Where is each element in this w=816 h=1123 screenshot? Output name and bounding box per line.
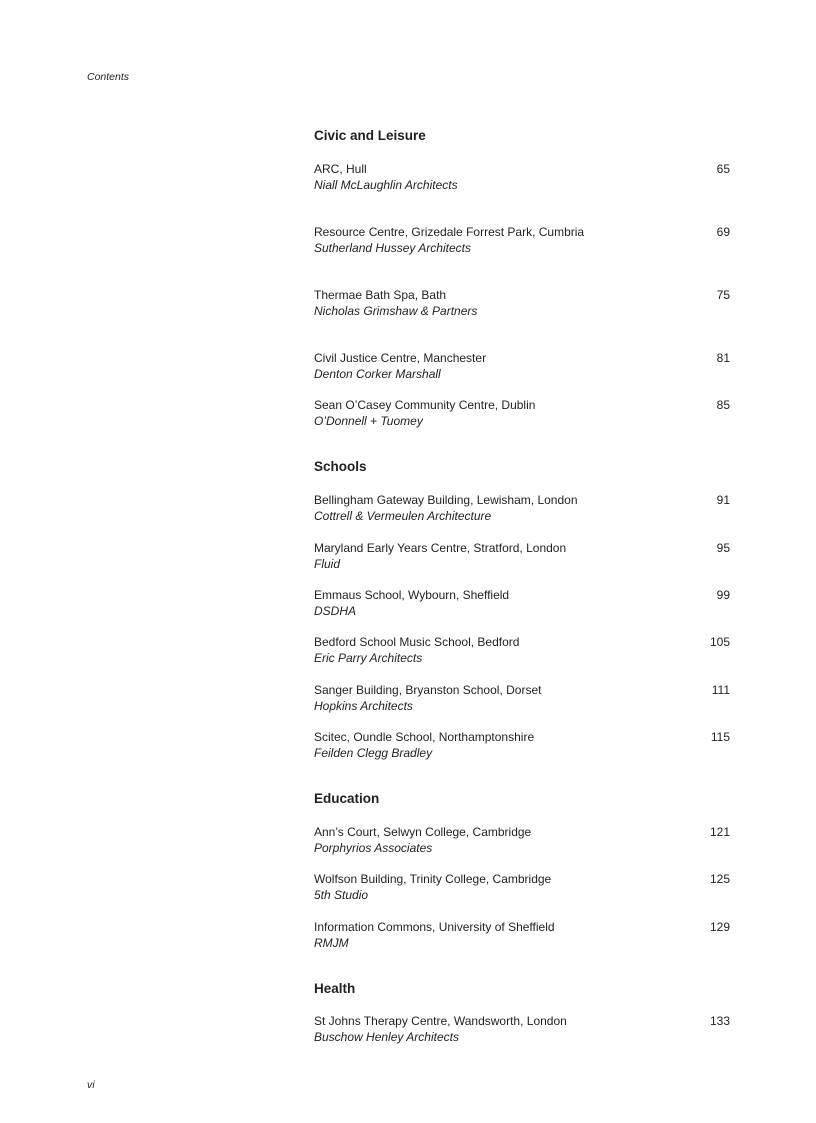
entry-page-number: 75 [716,288,730,302]
entry-architect: Nicholas Grimshaw & Partners [314,304,478,318]
toc-entry[interactable] [314,287,730,321]
entry-page-number: 91 [716,493,730,507]
toc-entry[interactable] [314,224,730,258]
entry-architect: Porphyrios Associates [314,841,433,855]
entry-title: Scitec, Oundle School, Northamptonshire [314,730,535,744]
entry-title: Maryland Early Years Centre, Stratford, London [314,541,567,555]
page-folio: vi [87,1079,95,1091]
entry-title: Emmaus School, Wybourn, Sheffield [314,588,510,602]
entry-architect: Eric Parry Architects [314,651,423,665]
entry-page-number: 99 [716,588,730,602]
toc-entry[interactable] [314,540,730,574]
entry-architect: Fluid [314,557,341,571]
toc-entry[interactable] [314,871,730,905]
toc-entry[interactable] [314,587,730,621]
entry-title: Information Commons, University of Sheffield [314,920,555,934]
entry-page-number: 85 [716,398,730,412]
entry-page-number: 121 [709,825,730,839]
entry-title: St Johns Therapy Centre, Wandsworth, London [314,1014,567,1028]
entry-architect: Sutherland Hussey Architects [314,241,471,255]
toc-entry[interactable] [314,919,730,953]
entry-title: Thermae Bath Spa, Bath [314,288,447,302]
entry-architect: Niall McLaughlin Architects [314,178,458,192]
entry-page-number: 115 [710,730,730,744]
entry-architect: Denton Corker Marshall [314,367,441,381]
entry-title: ARC, Hull [314,162,367,176]
section-heading-health: Health [314,981,356,996]
toc-entry[interactable] [314,1013,730,1047]
entry-title: Sean O’Casey Community Centre, Dublin [314,398,536,412]
toc-entry[interactable] [314,729,730,763]
entry-architect: Buschow Henley Architects [314,1030,459,1044]
entry-architect: O’Donnell + Tuomey [314,414,423,428]
toc-entry[interactable] [314,350,730,384]
section-heading-civic-leisure: Civic and Leisure [314,128,426,143]
entry-architect: RMJM [314,936,349,950]
entry-title: Bellingham Gateway Building, Lewisham, London [314,493,578,507]
running-head: Contents [87,71,130,83]
toc-entry[interactable] [314,161,730,195]
entry-page-number: 95 [716,541,730,555]
entry-architect: Hopkins Architects [314,699,413,713]
entry-architect: 5th Studio [314,888,369,902]
entry-architect: Cottrell & Vermeulen Architecture [314,509,492,523]
entry-title: Bedford School Music School, Bedford [314,635,520,649]
entry-title: Resource Centre, Grizedale Forrest Park, Cumbria [314,225,585,239]
toc-entry[interactable] [314,492,730,526]
entry-title: Wolfson Building, Trinity College, Cambridge [314,872,552,886]
toc-entry[interactable] [314,682,730,716]
entry-page-number: 111 [711,683,730,697]
entry-page-number: 69 [716,225,730,239]
entry-page-number: 81 [716,351,730,365]
entry-page-number: 105 [709,635,730,649]
entry-title: Ann’s Court, Selwyn College, Cambridge [314,825,532,839]
toc-entry[interactable] [314,634,730,668]
entry-page-number: 133 [709,1014,730,1028]
entry-architect: Feilden Clegg Bradley [314,746,433,760]
entry-page-number: 129 [709,920,730,934]
entry-title: Sanger Building, Bryanston School, Dorset [314,683,542,697]
entry-title: Civil Justice Centre, Manchester [314,351,487,365]
section-heading-schools: Schools [314,459,367,474]
toc-entry[interactable] [314,824,730,858]
entry-page-number: 65 [716,162,730,176]
entry-architect: DSDHA [314,604,357,618]
entry-page-number: 125 [709,872,730,886]
toc-entry[interactable] [314,397,730,431]
section-heading-education: Education [314,791,380,806]
